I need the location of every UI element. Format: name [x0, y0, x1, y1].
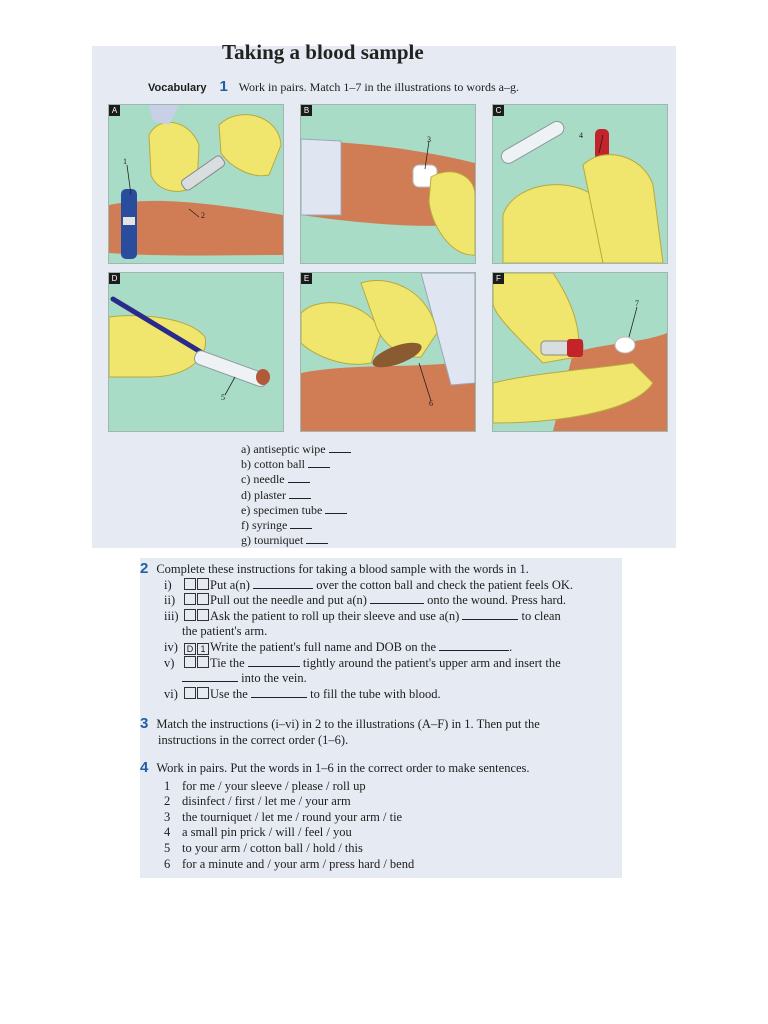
exercise-number: 4 [140, 759, 149, 776]
antiseptic-wipe-illustration [301, 273, 475, 431]
callout-number: 1 [123, 157, 127, 166]
callout-number: 7 [635, 299, 639, 308]
callout-number: 3 [427, 135, 431, 144]
sentence-item: 6 for a minute and / your arm / press hard / bend [164, 856, 415, 871]
answer-blank[interactable] [370, 594, 424, 604]
answer-box[interactable] [184, 609, 196, 621]
answer-box[interactable]: D [184, 643, 196, 655]
cotton-ball-arm-illustration [301, 105, 475, 263]
instruction-item: v) Tie the tightly around the patient's upper arm and insert the [164, 655, 561, 670]
answer-box[interactable] [184, 656, 196, 668]
word-item: f) syringe [241, 518, 351, 533]
illustration-c [492, 104, 668, 264]
answer-blank[interactable] [182, 672, 238, 682]
page-title: Taking a blood sample [222, 40, 424, 64]
tourniquet-arm-illustration [109, 105, 283, 263]
word-item: e) specimen tube [241, 503, 351, 518]
exercise-4 [140, 760, 620, 872]
instruction-item: iv) D 1 Write the patient's full name and DOB on the . [164, 639, 513, 654]
answer-blank[interactable] [248, 657, 300, 667]
instruction-item: vi) Use the to fill the tube with blood. [164, 686, 441, 701]
answer-box[interactable] [197, 593, 209, 605]
instruction-continuation: the patient's arm. [182, 624, 268, 639]
instruction-continuation: into the vein. [140, 671, 620, 687]
specimen-tube-illustration [493, 105, 667, 263]
word-item: b) cotton ball [241, 457, 351, 472]
illustration-e [300, 272, 476, 432]
vocabulary-label: Vocabulary [148, 82, 207, 94]
illustration-a [108, 104, 284, 264]
exercise-number: 2 [140, 560, 149, 577]
answer-blank[interactable] [253, 579, 313, 589]
answer-box[interactable] [184, 687, 196, 699]
sentence-item: 1 for me / your sleeve / please / roll up [164, 778, 366, 793]
exercise-heading [140, 561, 620, 578]
word-item: c) needle [241, 472, 351, 487]
illustration-f [492, 272, 668, 432]
instruction-item: i) Put a(n) over the cotton ball and check the patient feels OK. [164, 577, 574, 592]
panel-letter: C [493, 105, 504, 116]
answer-blank[interactable] [251, 688, 307, 698]
exercise-instruction: Work in pairs. Put the words in 1–6 in the correct order to make sentences. [156, 761, 530, 775]
illustration-d [108, 272, 284, 432]
panel-letter: A [109, 105, 120, 116]
exercise-number: 1 [219, 78, 228, 95]
panel-letter: E [301, 273, 312, 284]
answer-box[interactable] [197, 578, 209, 590]
sentence-item: 5 to your arm / cotton ball / hold / this [164, 840, 363, 855]
syringe-illustration [493, 273, 667, 431]
answer-box[interactable] [184, 593, 196, 605]
word-item: g) tourniquet [241, 533, 351, 548]
exercise-instruction: Match the instructions (i–vi) in 2 to the illustrations (A–F) in 1. Then put the [156, 717, 540, 731]
labelling-tube-illustration [109, 273, 283, 431]
callout-number: 5 [221, 393, 225, 402]
exercise-2 [140, 561, 620, 702]
sentence-item: 4 a small pin prick / will / feel / you [164, 825, 352, 840]
callout-number: 4 [579, 131, 583, 140]
panel-letter: F [493, 273, 504, 284]
callout-number: 2 [201, 211, 205, 220]
callout-number: 6 [429, 399, 433, 408]
exercise-3 [140, 716, 620, 748]
vocabulary-heading [148, 78, 519, 95]
sentence-item: 3 the tourniquet / let me / round your arm / tie [164, 809, 403, 824]
illustration-b [300, 104, 476, 264]
instruction-item: iii) Ask the patient to roll up their sleeve and use a(n) to clean [164, 608, 561, 623]
answer-box[interactable] [197, 687, 209, 699]
answer-box[interactable] [197, 609, 209, 621]
answer-box[interactable]: 1 [197, 643, 209, 655]
word-item: a) antiseptic wipe [241, 442, 351, 457]
exercise-number: 3 [140, 715, 149, 732]
exercise-instruction: Work in pairs. Match 1–7 in the illustrations to words a–g. [238, 80, 519, 94]
answer-box[interactable] [197, 656, 209, 668]
word-item: d) plaster [241, 488, 351, 503]
instruction-item: ii) Pull out the needle and put a(n) onto the wound. Press hard. [164, 593, 567, 608]
panel-letter: B [301, 105, 312, 116]
vocabulary-word-list [241, 442, 351, 548]
answer-box[interactable] [184, 578, 196, 590]
sentence-item: 2 disinfect / first / let me / your arm [164, 794, 351, 809]
answer-blank[interactable] [439, 641, 509, 651]
answer-blank[interactable] [462, 610, 518, 620]
exercise-instruction: instructions in the correct order (1–6). [158, 732, 349, 747]
panel-letter: D [109, 273, 120, 284]
exercise-instruction: Complete these instructions for taking a blood sample with the words in 1. [156, 562, 529, 576]
